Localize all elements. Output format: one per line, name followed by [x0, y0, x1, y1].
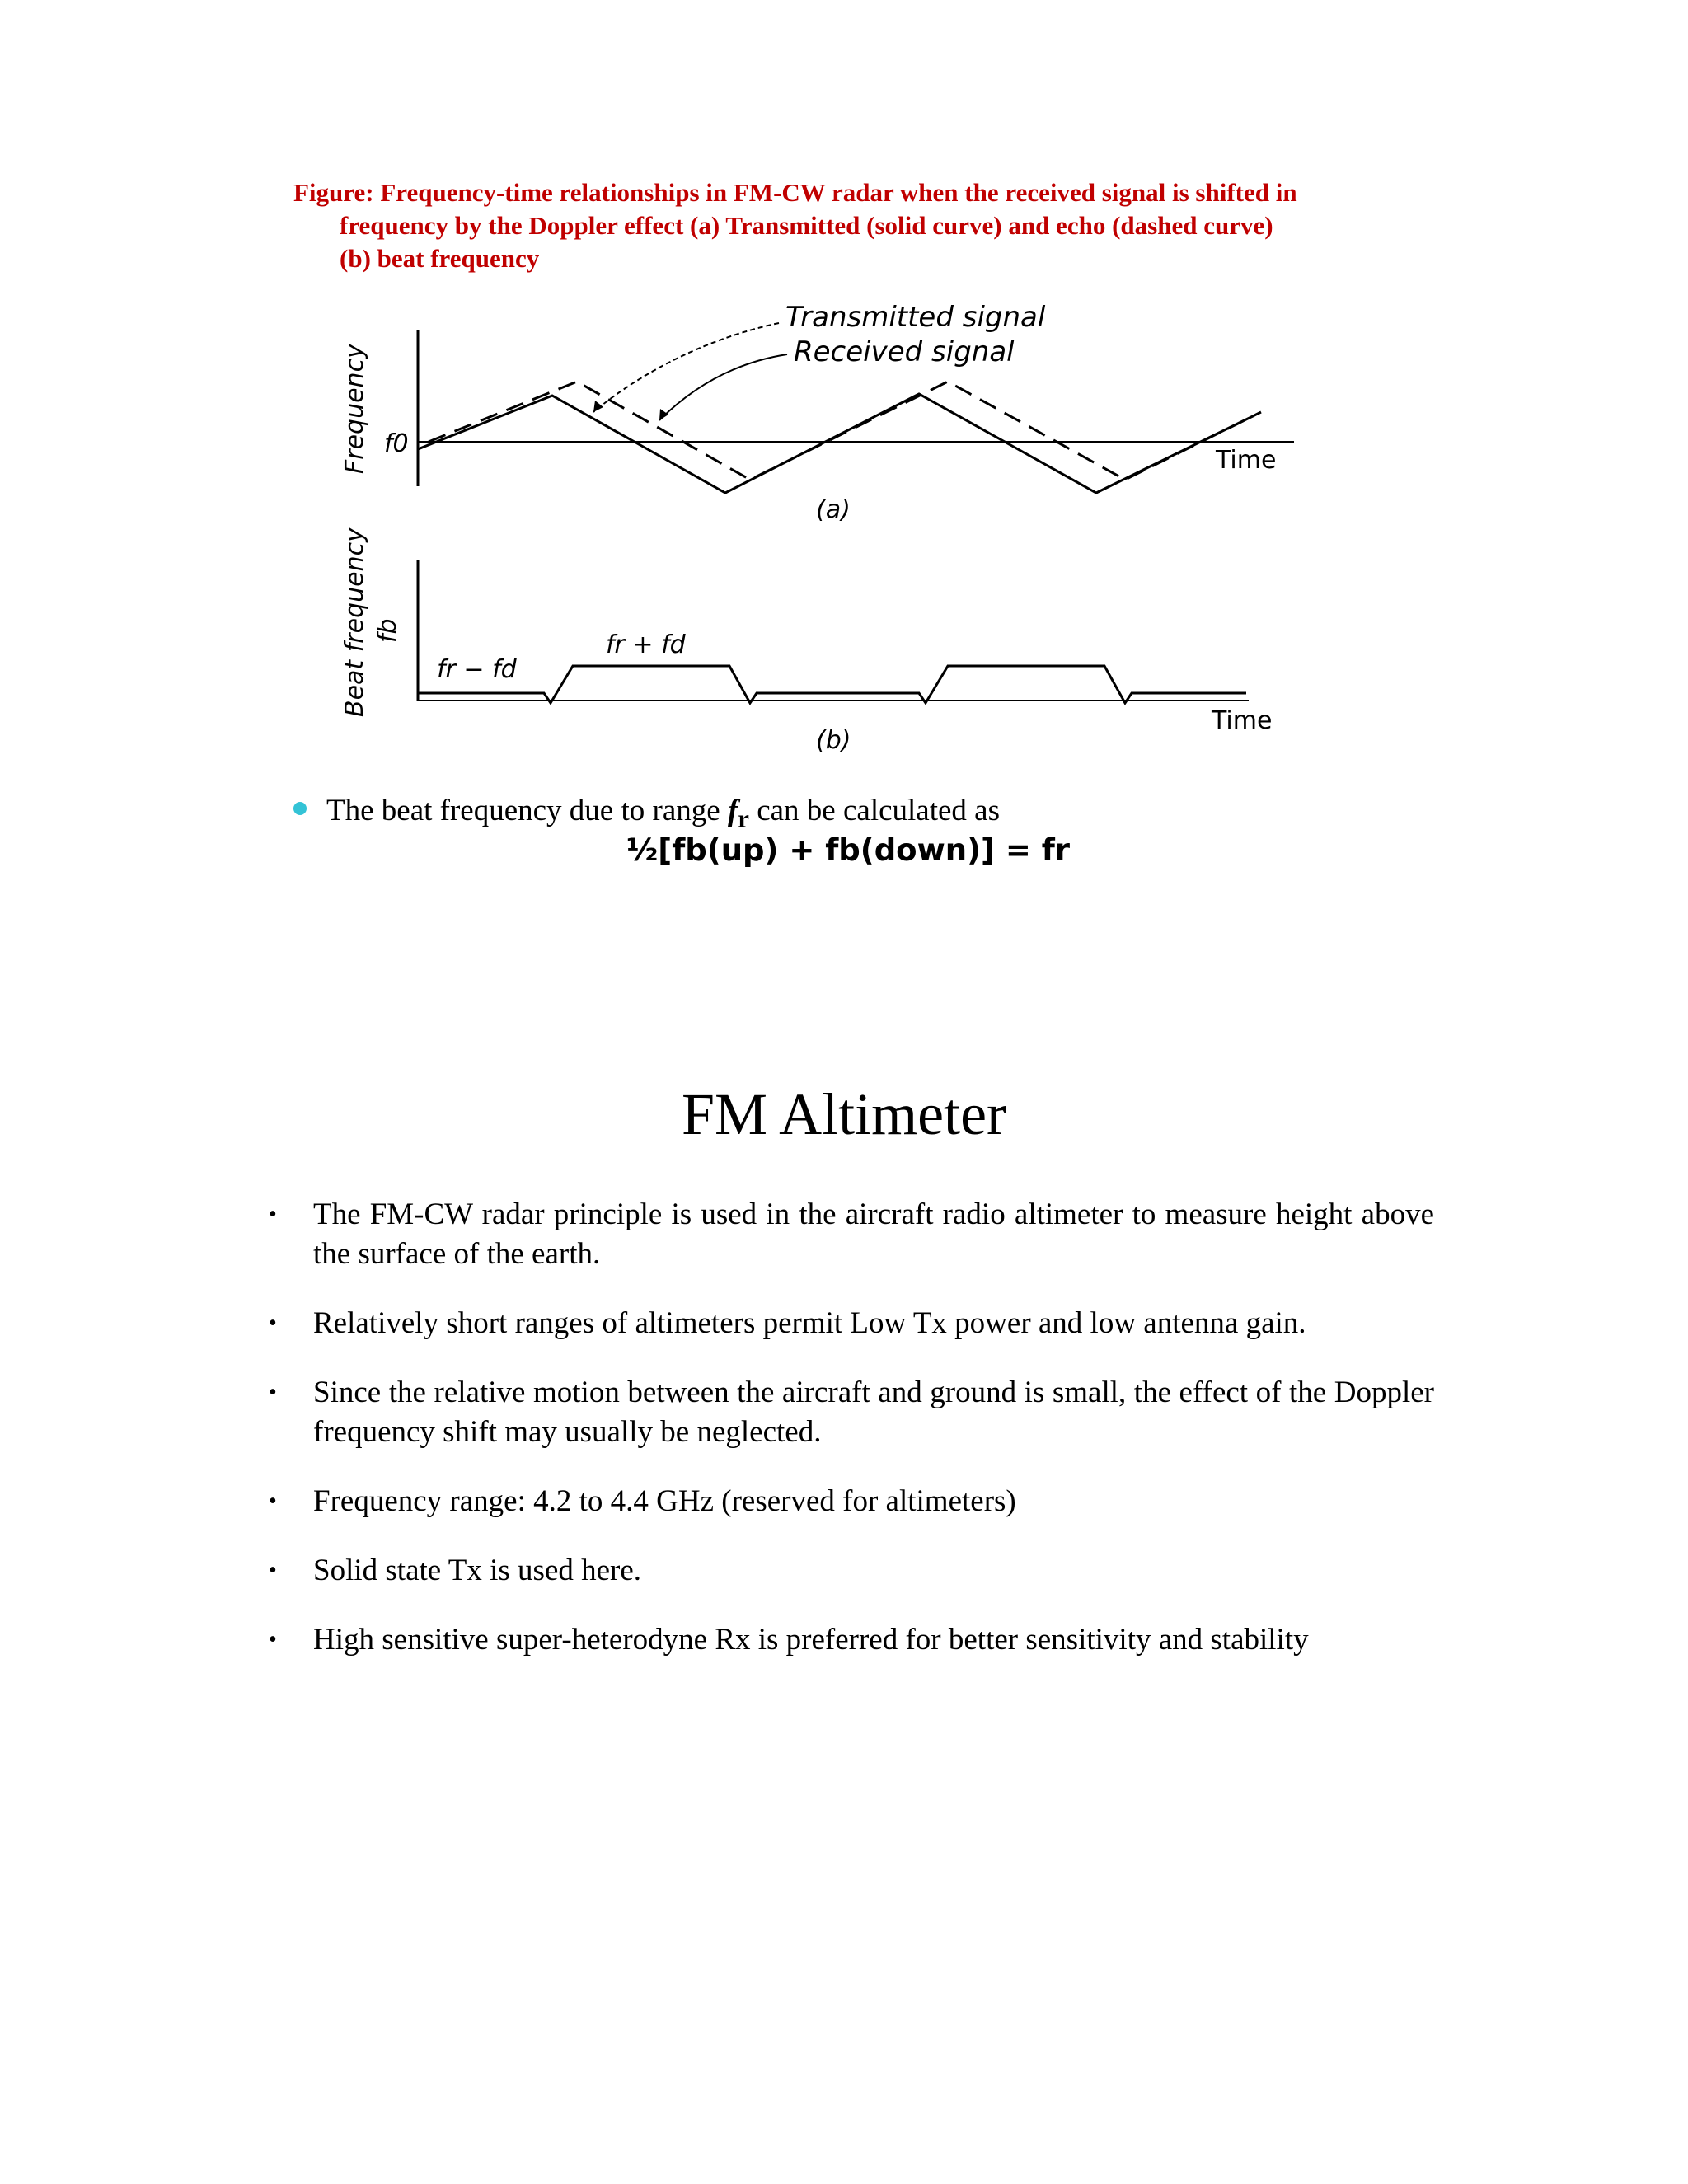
caption-line-2: frequency by the Doppler effect (a) Transmitted (solid curve) and echo (dashed curve)	[340, 211, 1273, 240]
received-arrow-icon	[659, 409, 668, 420]
legend-received: Received signal	[794, 335, 1015, 368]
legend-transmitted: Transmitted signal	[785, 301, 1046, 334]
bullet-icon: •	[269, 1627, 277, 1652]
transmitted-leader	[593, 323, 779, 412]
caption-line-3: (b) beat frequency	[340, 244, 540, 273]
caption-line-1: Figure: Frequency-time relationships in FM-CW radar when the received signal is shifted in	[293, 178, 1297, 207]
b-ylabel: Beat frequency	[340, 527, 369, 717]
low-beat-label: fr − fd	[437, 655, 517, 684]
bullet-icon: •	[269, 1558, 277, 1583]
transmitted-arrow-icon	[593, 401, 603, 412]
bullet-item: • Relatively short ranges of altimeters permit Low Tx power and low antenna gain.	[247, 1304, 1434, 1343]
bullet-item: • High sensitive super-heterodyne Rx is preferred for better sensitivity and stability	[247, 1620, 1434, 1660]
bullet-icon: •	[269, 1488, 277, 1514]
bullet-icon: •	[269, 1380, 277, 1405]
bullet-item: • Frequency range: 4.2 to 4.4 GHz (reserved for altimeters)	[247, 1482, 1434, 1521]
bullet-item: • Solid state Tx is used here.	[247, 1551, 1434, 1591]
a-panel-label: (a)	[816, 495, 851, 524]
b-panel-label: (b)	[816, 726, 851, 755]
cyan-bullet-icon	[293, 802, 307, 815]
fb-label: fb	[373, 618, 402, 643]
high-beat-label: fr + fd	[606, 630, 686, 659]
beat-frequency-curve	[418, 666, 1246, 703]
beat-frequency-text: The beat frequency due to range $f_r$ can be calculated as	[293, 793, 1000, 837]
bullet-item: • The FM-CW radar principle is used in the aircraft radio altimeter to measure height above the surface of the earth.	[247, 1195, 1434, 1274]
bullet-list	[247, 1195, 1434, 1690]
fmcw-figure	[0, 0, 1688, 783]
a-time-label: Time	[1216, 446, 1277, 475]
f0-label: f0	[384, 429, 409, 458]
b-time-label: Time	[1212, 706, 1273, 735]
beat-formula: ½[fb(up) + fb(down)] = fr	[626, 832, 1071, 868]
bullet-icon: •	[269, 1310, 277, 1336]
section-title: FM Altimeter	[682, 1081, 1006, 1147]
a-ylabel: Frequency	[340, 344, 369, 474]
received-leader	[659, 354, 787, 420]
bullet-item: • Since the relative motion between the aircraft and ground is small, the effect of the Doppler frequency shift may usually be neglected.	[247, 1373, 1434, 1452]
bullet-icon: •	[269, 1202, 277, 1227]
